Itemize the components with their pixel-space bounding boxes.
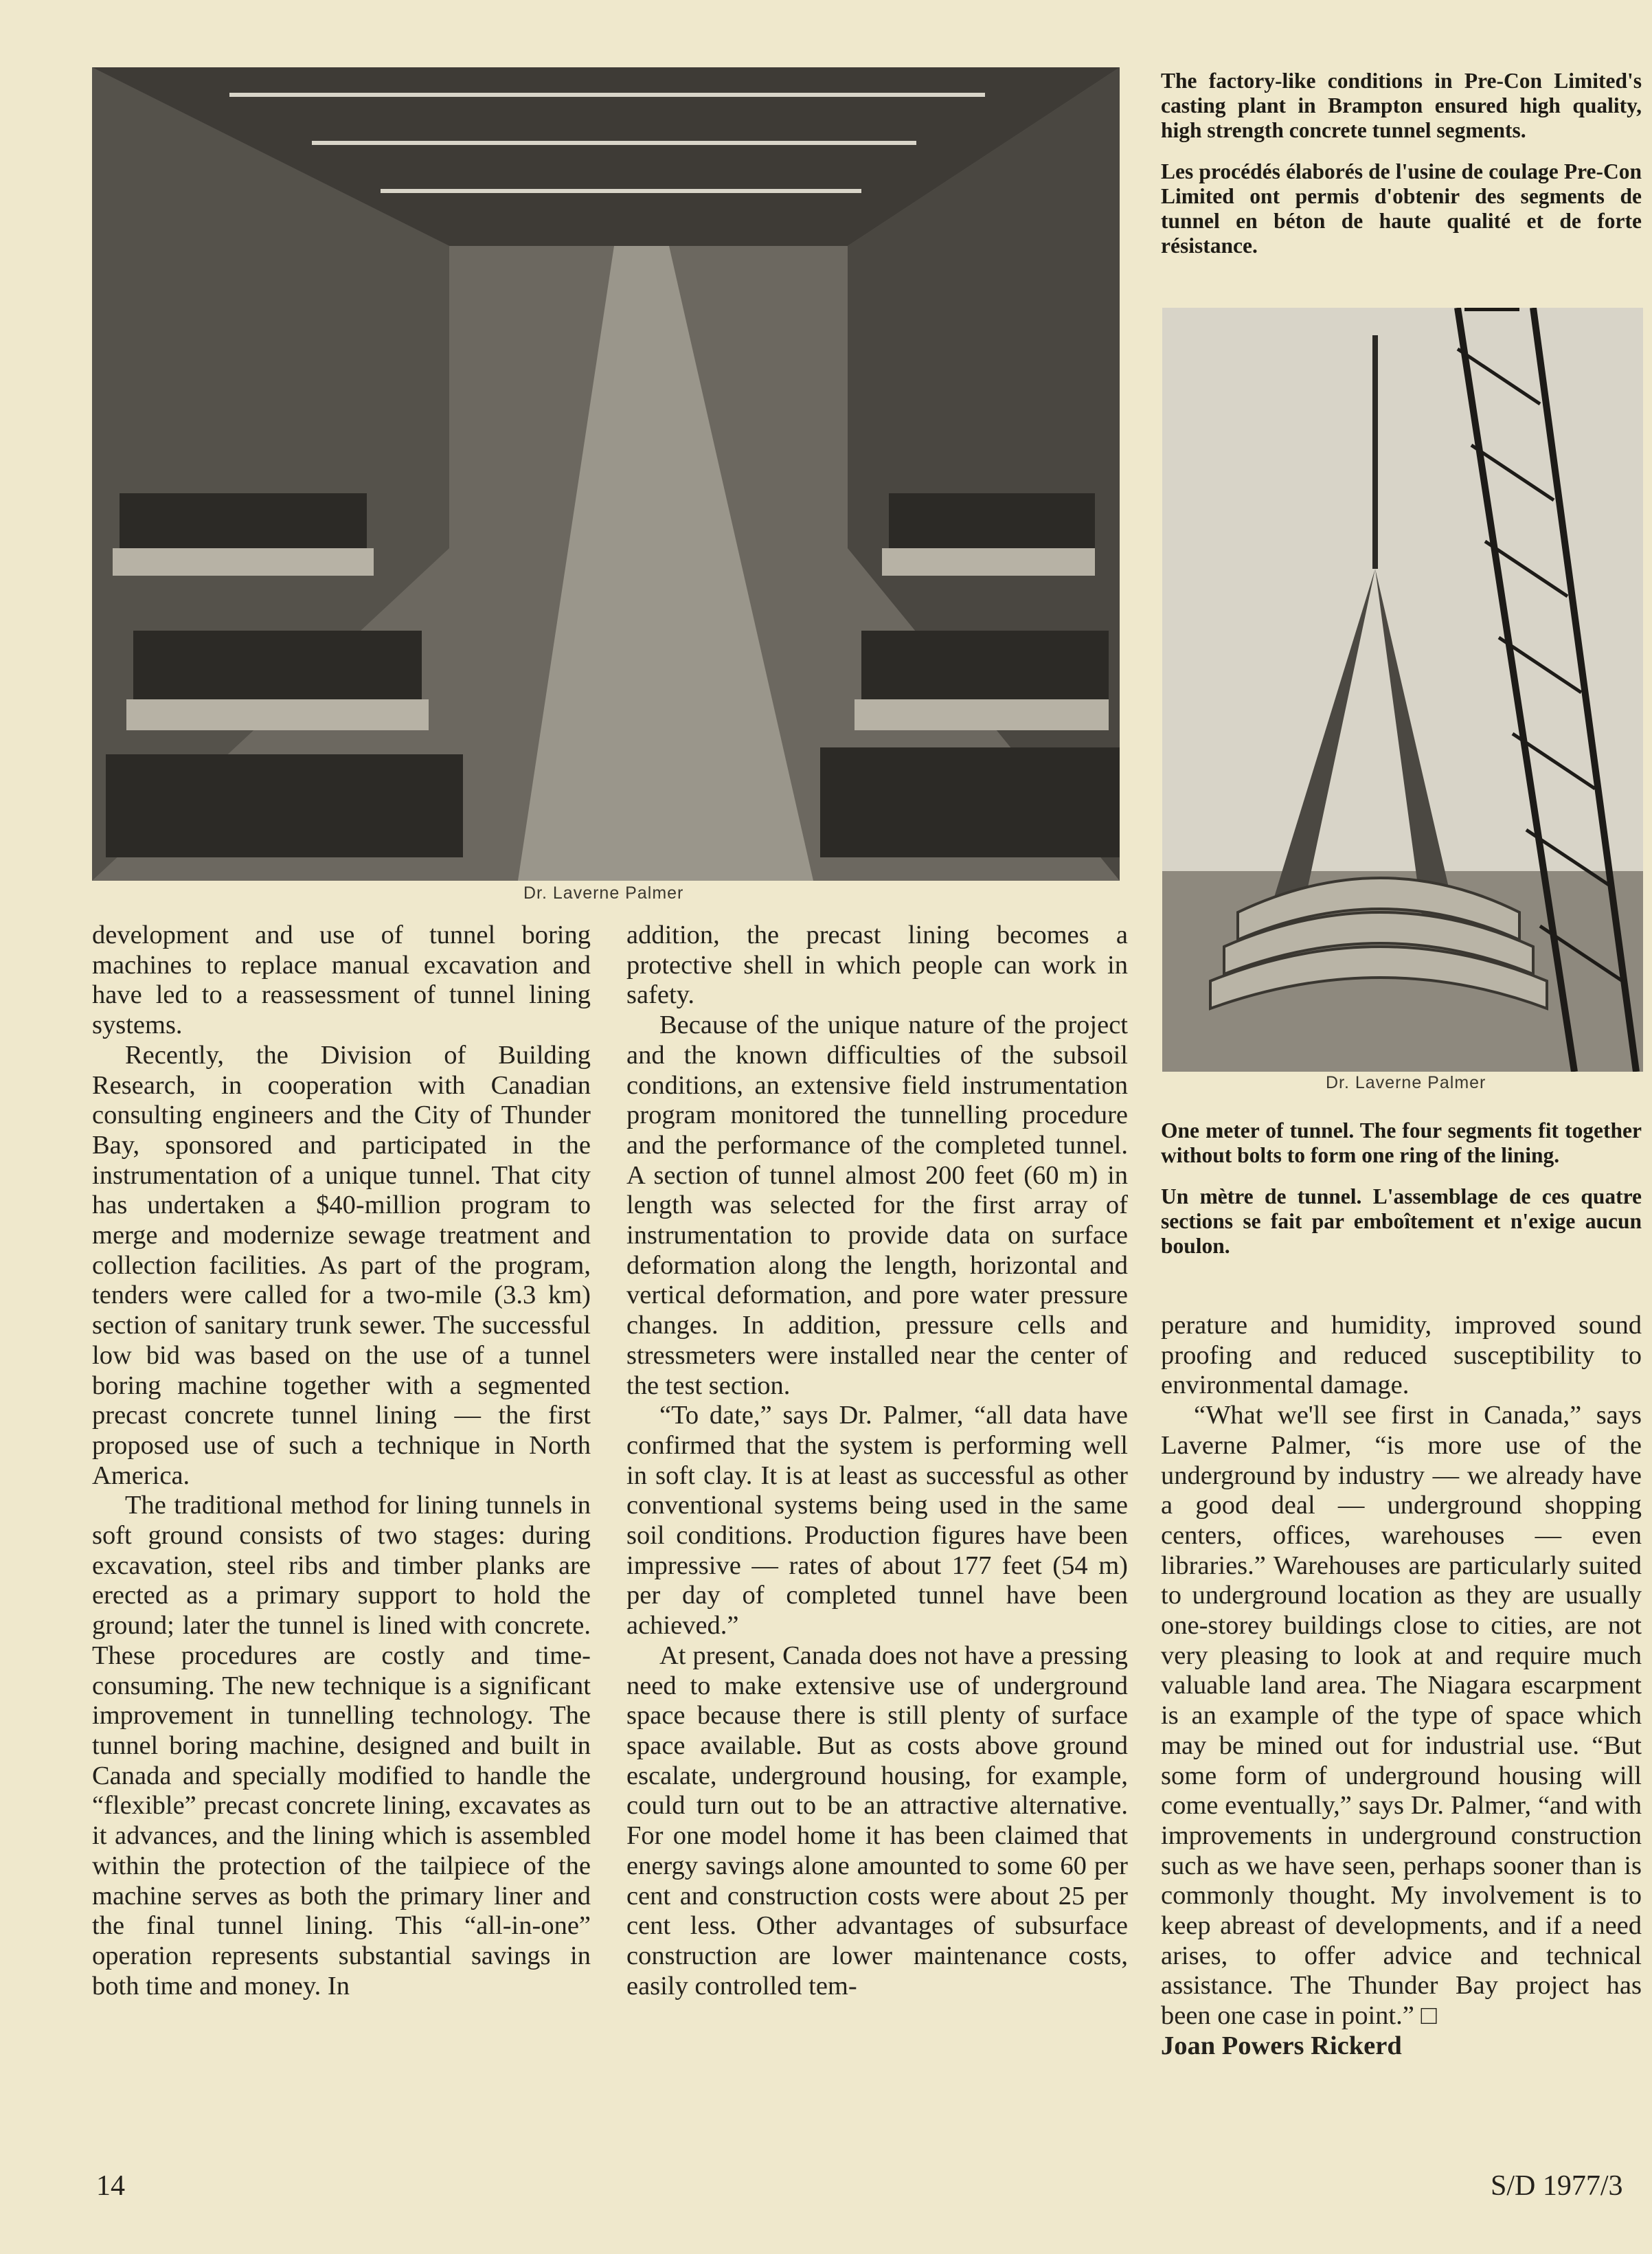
top-photo-caption — [1161, 69, 1642, 275]
crane-segments-illustration — [1162, 308, 1643, 1072]
crane-segments-photo — [1162, 308, 1643, 1072]
right-photo-caption — [1161, 1118, 1642, 1275]
page-number: 14 — [96, 2170, 125, 2202]
article-column-2 — [626, 921, 1128, 2001]
col3-para-1: perature and humidity, improved sound proofing and reduced susceptibility to environmental damage. — [1161, 1311, 1642, 1400]
col3-para-2: “What we'll see first in Canada,” says Laverne Palmer, “is more use of the underground by industry — we already have a good deal — underground shopping centers, offices, warehouses — even libraries.” Warehouses are particularly suited to underground location as they are usually one-storey buildings close to cities, are not very pleasing to look at and require much valuable land area. The Niagara escarpment is an example of the type of space which may be mined out for industrial use. “But some form of underground housing will come eventually,” says Dr. Palmer, “and with improvements in underground construction such as we have seen, perhaps sooner than is commonly thought. My involvement is to keep abreast of developments, and if a need arises, to offer advice and technical assistance. The Thunder Bay project has been one case in point.” □ — [1161, 1401, 1642, 2031]
casting-plant-illustration — [92, 67, 1120, 881]
casting-plant-photo — [92, 67, 1120, 881]
right-photo-credit: Dr. Laverne Palmer — [1326, 1073, 1486, 1092]
col2-para-1: addition, the precast lining becomes a protective shell in which people can work in safety. — [626, 921, 1128, 1010]
byline: Joan Powers Rickerd — [1161, 2031, 1402, 2060]
article-column-3 — [1161, 1311, 1642, 2062]
top-photo-credit: Dr. Laverne Palmer — [523, 883, 684, 903]
col2-para-4: At present, Canada does not have a pressing need to make extensive use of underground space because there is still plenty of surface space available. But as costs above ground escalate, underground housing, for example, could turn out to be an attractive alternative. For one model home it has been claimed that energy savings alone amounted to some 60 per cent and construction costs were about 25 per cent less. Other advantages of subsurface construction are lower maintenance costs, easily controlled tem- — [626, 1641, 1128, 2001]
col1-para-1: development and use of tunnel boring machines to replace manual excavation and have led to a reassessment of tunnel lining systems. — [92, 921, 591, 1040]
article-column-1 — [92, 921, 591, 2001]
col1-para-3: The traditional method for lining tunnels in soft ground consists of two stages: during excavation, steel ribs and timber planks are erected as a primary support to hold the ground; later the tunnel is lined with concrete. These procedures are costly and time-consuming. The new technique is a significant improvement in tunnelling technology. The tunnel boring machine, designed and built in Canada and specially modified to handle the “flexible” precast concrete lining, excavates as it advances, and the lining which is assembled within the protection of the tailpiece of the machine serves as both the primary liner and the final tunnel lining. This “all-in-one” operation represents substantial savings in both time and money. In — [92, 1491, 591, 2001]
col1-para-2: Recently, the Division of Building Research, in cooperation with Canadian consulting engineers and the City of Thunder Bay, sponsored and participated in the instrumentation of a unique tunnel. That city has undertaken a $40-million program to merge and modernize sewage treatment and collection facilities. As part of the program, tenders were called for a two-mile (3.3 km) section of sanitary trunk sewer. The successful low bid was based on the use of a tunnel boring machine together with a segmented precast concrete tunnel lining — the first proposed use of such a technique in North America. — [92, 1040, 591, 1490]
right-caption-english: One meter of tunnel. The four segments fit together without bolts to form one ring of the lining. — [1161, 1118, 1642, 1167]
col2-para-2: Because of the unique nature of the project and the known difficulties of the subsoil conditions, an extensive field instrumentation program monitored the tunnelling procedure and the performance of the completed tunnel. A section of tunnel almost 200 feet (60 m) in length was selected for the first array of instrumentation to provide data on surface deformation along the length, horizontal and vertical deformation, and pore water pressure changes. In addition, pressure cells and stressmeters were installed near the center of the test section. — [626, 1011, 1128, 1400]
issue-label: S/D 1977/3 — [1491, 2170, 1623, 2202]
top-caption-french: Les procédés élaborés de l'usine de coulage Pre-Con Limited ont permis d'obtenir des segments de tunnel en béton de haute qualité et de forte résistance. — [1161, 159, 1642, 258]
top-caption-english: The factory-like conditions in Pre-Con Limited's casting plant in Brampton ensured high quality, high strength concrete tunnel segments. — [1161, 69, 1642, 142]
col2-para-3: “To date,” says Dr. Palmer, “all data have confirmed that the system is performing well in soft clay. It is at least as successful as other conventional systems being used in the same soil conditions. Production figures have been impressive — rates of about 177 feet (54 m) per day of completed tunnel have been achieved.” — [626, 1401, 1128, 1641]
right-caption-french: Un mètre de tunnel. L'assemblage de ces quatre sections se fait par emboîtement et n'exige aucun boulon. — [1161, 1184, 1642, 1258]
